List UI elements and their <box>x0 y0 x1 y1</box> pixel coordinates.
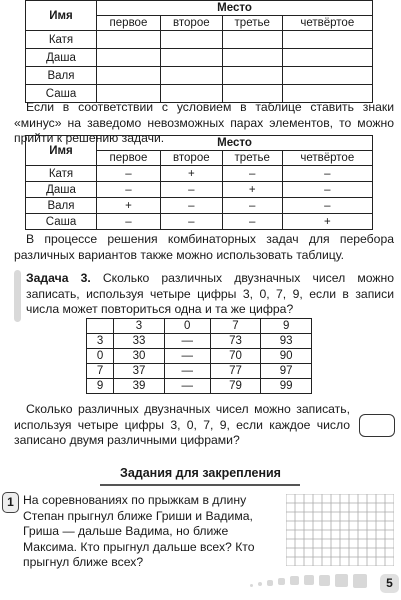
answer-grid[interactable] <box>286 494 394 566</box>
cell: – <box>282 166 372 182</box>
place-col: третье <box>222 16 282 31</box>
exercise-text: На соревнованиях по прыжкам в длину Степан прыгнул ближе Гриши и Вадима, Гриша — дальше Вадима, но ближе Максима. Кто прыгнул дальше всех? Кто прыгнул ближе всех? <box>23 493 255 569</box>
table-row: 0 30 — 70 90 <box>87 349 312 364</box>
digit-combination-table <box>86 318 312 394</box>
table-row: 3 33 — 73 93 <box>87 334 312 349</box>
place-col: первое <box>97 16 161 31</box>
table-row <box>26 166 373 182</box>
place-header: Место <box>97 1 373 16</box>
cell: – <box>97 214 161 230</box>
row-name: Даша <box>26 49 97 67</box>
table-row <box>26 214 373 230</box>
row-name: Катя <box>26 31 97 49</box>
place-col: второе <box>160 151 222 166</box>
row-name: Саша <box>26 214 97 230</box>
solved-placement-table <box>25 135 373 230</box>
task-marker <box>14 270 21 322</box>
table-row <box>26 198 373 214</box>
row-name: Саша <box>26 85 97 103</box>
place-col: первое <box>97 151 161 166</box>
explanation-paragraph: Если в соответствии с условием в таблице ставить знаки «минус» на заведомо невозможных парах элементов, то можно прийти к решению задачи. <box>14 100 394 145</box>
place-col: четвёртое <box>282 16 372 31</box>
row-name: Валя <box>26 198 97 214</box>
cell: – <box>282 198 372 214</box>
cell: – <box>222 198 282 214</box>
place-col: четвёртое <box>282 151 372 166</box>
cell: – <box>97 182 161 198</box>
question-paragraph: Сколько различных двузначных чисел можно записать, используя четыре цифры 3, 0, 7, 9, если каждое число записано двумя различными цифрами? <box>14 402 350 447</box>
table-row: 7 37 — 77 97 <box>87 364 312 379</box>
place-header: Место <box>97 136 373 151</box>
exercise-number: 1 <box>2 492 19 513</box>
page-number: 5 <box>380 574 399 593</box>
table-row: 9 39 — 79 99 <box>87 379 312 394</box>
cell: + <box>160 166 222 182</box>
task-label: Задача 3. <box>26 271 91 285</box>
cell: – <box>160 214 222 230</box>
place-col: второе <box>160 16 222 31</box>
cell: + <box>222 182 282 198</box>
combinatorics-paragraph: В процессе решения комбинаторных задач для перебора различных вариантов также можно использовать таблицу. <box>14 232 394 262</box>
col-header: 0 <box>164 319 210 334</box>
cell: – <box>160 182 222 198</box>
cell: + <box>97 198 161 214</box>
cell: – <box>222 166 282 182</box>
cell: – <box>160 198 222 214</box>
name-header: Имя <box>26 1 97 31</box>
empty-placement-table <box>25 0 373 103</box>
task-text: Сколько различных двузначных чисел можно записать, используя четыре цифры 3, 0, 7, 9, если в записи числа может повториться одна и та же цифра? <box>26 271 394 316</box>
row-name: Валя <box>26 67 97 85</box>
answer-box[interactable] <box>359 414 395 437</box>
task-3 <box>26 271 394 318</box>
table-row <box>26 182 373 198</box>
section-title: Задания для закрепления <box>120 466 281 480</box>
col-header: 7 <box>210 319 261 334</box>
row-name: Катя <box>26 166 97 182</box>
section-underline <box>100 484 300 486</box>
cell: – <box>282 182 372 198</box>
col-header: 3 <box>114 319 165 334</box>
place-col: третье <box>222 151 282 166</box>
cell: + <box>282 214 372 230</box>
row-name: Даша <box>26 182 97 198</box>
col-header: 9 <box>261 319 312 334</box>
cell: – <box>222 214 282 230</box>
cell: – <box>97 166 161 182</box>
name-header: Имя <box>26 136 97 166</box>
